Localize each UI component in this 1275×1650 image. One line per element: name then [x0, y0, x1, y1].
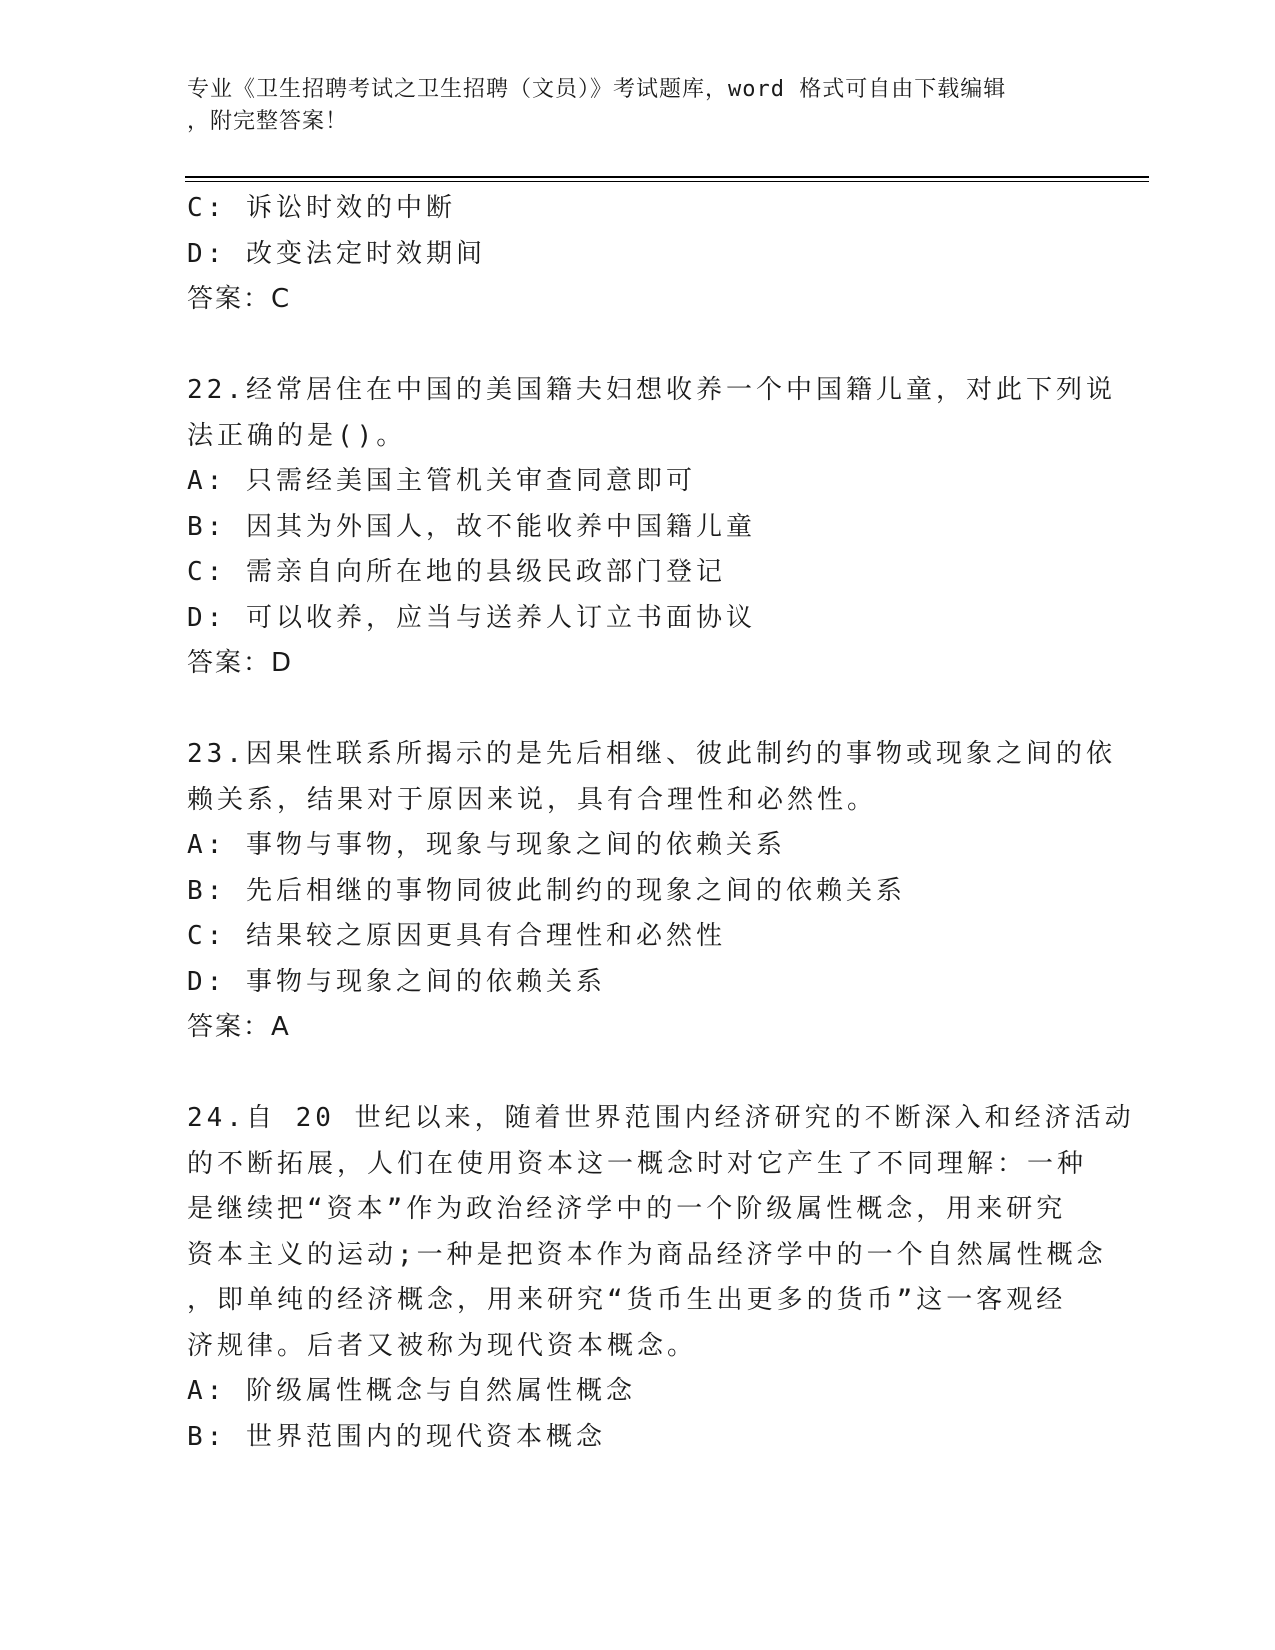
- option-a: A: 只需经美国主管机关审查同意即可: [187, 466, 696, 496]
- answer-line: 答案：C: [187, 284, 292, 314]
- option-b: B: 世界范围内的现代资本概念: [187, 1421, 606, 1452]
- spacer: [187, 1051, 1087, 1097]
- option-d: D: 改变法定时效期间: [187, 238, 486, 269]
- answer-line: 答案：D: [187, 648, 294, 678]
- option-b: B: 先后相继的事物同彼此制约的现象之间的依赖关系: [187, 875, 906, 906]
- question-stem: ，即单纯的经济概念，用来研究“货币生出更多的货币”这一客观经: [187, 1285, 1067, 1315]
- question-stem: 资本主义的运动;一种是把资本作为商品经济学中的一个自然属性概念: [187, 1239, 1107, 1270]
- spacer: [187, 687, 1087, 733]
- question-stem: 23.因果性联系所揭示的是先后相继、彼此制约的事物或现象之间的依: [187, 739, 1116, 769]
- header-divider: [185, 181, 1149, 182]
- question-stem: 的不断拓展，人们在使用资本这一概念时对它产生了不同理解：一种: [187, 1148, 1088, 1179]
- option-c: C: 结果较之原因更具有合理性和必然性: [187, 921, 726, 951]
- option-b: B: 因其为外国人，故不能收养中国籍儿童: [187, 511, 756, 542]
- question-stem: 22.经常居住在中国的美国籍夫妇想收养一个中国籍儿童，对此下列说: [187, 375, 1116, 405]
- option-a: A: 事物与事物，现象与现象之间的依赖关系: [187, 830, 786, 860]
- header-divider: [185, 176, 1149, 178]
- option-d: D: 事物与现象之间的依赖关系: [187, 966, 606, 997]
- option-c: C: 需亲自向所在地的县级民政部门登记: [187, 557, 726, 587]
- question-content: [187, 186, 1135, 1460]
- option-a: A: 阶级属性概念与自然属性概念: [187, 1376, 636, 1406]
- answer-line: 答案：A: [187, 1012, 291, 1042]
- document-header: [187, 74, 1087, 138]
- question-stem: 法正确的是()。: [187, 420, 407, 451]
- question-stem: 赖关系，结果对于原因来说，具有合理性和必然性。: [187, 784, 878, 815]
- question-stem: 24.自 20 世纪以来，随着世界范围内经济研究的不断深入和经济活动: [187, 1103, 1135, 1133]
- option-c: C: 诉讼时效的中断: [187, 193, 456, 223]
- header-line: ，附完整答案！: [187, 109, 349, 134]
- question-stem: 济规律。后者又被称为现代资本概念。: [187, 1330, 698, 1361]
- question-stem: 是继续把“资本”作为政治经济学中的一个阶级属性概念，用来研究: [187, 1194, 1067, 1224]
- option-d: D: 可以收养，应当与送养人订立书面协议: [187, 602, 756, 633]
- spacer: [187, 323, 1087, 369]
- header-line: 专业《卫生招聘考试之卫生招聘（文员）》考试题库，word 格式可自由下载编辑: [187, 77, 1007, 102]
